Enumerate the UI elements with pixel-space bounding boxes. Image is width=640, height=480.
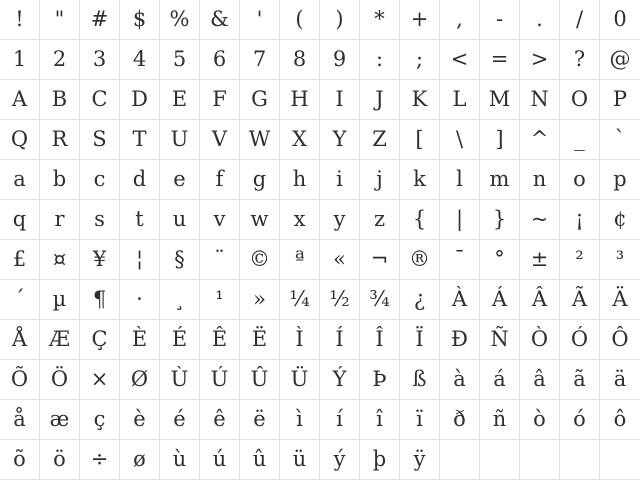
glyph-cell[interactable]: Ö — [40, 360, 80, 400]
glyph-cell[interactable]: Ü — [280, 360, 320, 400]
glyph-cell[interactable]: ò — [520, 400, 560, 440]
glyph-cell[interactable]: L — [440, 80, 480, 120]
glyph-cell[interactable]: à — [440, 360, 480, 400]
glyph-cell[interactable]: * — [360, 0, 400, 40]
glyph-cell[interactable]: 8 — [280, 40, 320, 80]
glyph-cell[interactable]: X — [280, 120, 320, 160]
glyph-cell[interactable]: î — [360, 400, 400, 440]
glyph-cell[interactable]: i — [320, 160, 360, 200]
glyph-cell[interactable]: µ — [40, 280, 80, 320]
glyph-cell[interactable]: a — [0, 160, 40, 200]
glyph-cell[interactable]: P — [600, 80, 640, 120]
glyph-cell[interactable]: Ê — [200, 320, 240, 360]
glyph-cell[interactable]: ¸ — [160, 280, 200, 320]
glyph-cell[interactable]: G — [240, 80, 280, 120]
glyph-cell[interactable]: ö — [40, 440, 80, 480]
glyph-cell[interactable]: Û — [240, 360, 280, 400]
glyph-cell[interactable]: ÷ — [80, 440, 120, 480]
glyph-cell[interactable]: \ — [440, 120, 480, 160]
glyph-cell[interactable]: l — [440, 160, 480, 200]
glyph-cell[interactable]: Ä — [600, 280, 640, 320]
glyph-cell[interactable]: ¦ — [120, 240, 160, 280]
glyph-cell[interactable]: % — [160, 0, 200, 40]
glyph-cell[interactable]: Ù — [160, 360, 200, 400]
glyph-cell[interactable]: ª — [280, 240, 320, 280]
glyph-cell[interactable]: p — [600, 160, 640, 200]
glyph-cell[interactable]: Z — [360, 120, 400, 160]
glyph-cell[interactable]: Þ — [360, 360, 400, 400]
glyph-cell[interactable]: x — [280, 200, 320, 240]
glyph-cell[interactable]: ¥ — [80, 240, 120, 280]
glyph-cell[interactable]: K — [400, 80, 440, 120]
glyph-cell[interactable]: R — [40, 120, 80, 160]
glyph-cell[interactable]: © — [240, 240, 280, 280]
glyph-cell[interactable]: Å — [0, 320, 40, 360]
glyph-cell[interactable]: , — [440, 0, 480, 40]
glyph-cell[interactable]: r — [40, 200, 80, 240]
glyph-cell[interactable]: / — [560, 0, 600, 40]
glyph-cell[interactable]: ¼ — [280, 280, 320, 320]
glyph-cell[interactable]: Ñ — [480, 320, 520, 360]
glyph-cell[interactable]: ¡ — [560, 200, 600, 240]
glyph-cell[interactable]: ] — [480, 120, 520, 160]
glyph-cell[interactable]: Æ — [40, 320, 80, 360]
glyph-cell[interactable]: q — [0, 200, 40, 240]
glyph-cell[interactable]: ` — [600, 120, 640, 160]
glyph-cell[interactable]: Â — [520, 280, 560, 320]
glyph-cell[interactable]: ~ — [520, 200, 560, 240]
glyph-cell[interactable]: v — [200, 200, 240, 240]
glyph-cell[interactable]: z — [360, 200, 400, 240]
glyph-cell[interactable]: m — [480, 160, 520, 200]
glyph-cell[interactable]: ý — [320, 440, 360, 480]
glyph-cell[interactable]: < — [440, 40, 480, 80]
glyph-cell[interactable]: { — [400, 200, 440, 240]
glyph-cell[interactable]: å — [0, 400, 40, 440]
glyph-cell[interactable]: Ã — [560, 280, 600, 320]
glyph-cell[interactable]: ø — [120, 440, 160, 480]
glyph-cell[interactable]: ° — [480, 240, 520, 280]
glyph-cell[interactable]: Ð — [440, 320, 480, 360]
glyph-cell[interactable]: ï — [400, 400, 440, 440]
glyph-cell[interactable]: ¤ — [40, 240, 80, 280]
glyph-cell[interactable]: 9 — [320, 40, 360, 80]
glyph-cell[interactable]: j — [360, 160, 400, 200]
glyph-cell[interactable]: & — [200, 0, 240, 40]
glyph-cell[interactable]: ñ — [480, 400, 520, 440]
glyph-cell[interactable]: ± — [520, 240, 560, 280]
glyph-cell[interactable]: f — [200, 160, 240, 200]
glyph-cell[interactable]: Ô — [600, 320, 640, 360]
glyph-cell[interactable]: T — [120, 120, 160, 160]
glyph-cell[interactable]: t — [120, 200, 160, 240]
glyph-cell[interactable]: J — [360, 80, 400, 120]
glyph-cell[interactable]: = — [480, 40, 520, 80]
glyph-cell[interactable]: c — [80, 160, 120, 200]
glyph-cell-empty[interactable] — [560, 440, 600, 480]
glyph-cell[interactable]: ³ — [600, 240, 640, 280]
glyph-cell[interactable]: ú — [200, 440, 240, 480]
glyph-cell[interactable]: _ — [560, 120, 600, 160]
glyph-cell[interactable]: ^ — [520, 120, 560, 160]
glyph-cell[interactable]: é — [160, 400, 200, 440]
glyph-cell[interactable]: ¶ — [80, 280, 120, 320]
glyph-cell[interactable]: ¹ — [200, 280, 240, 320]
glyph-cell[interactable]: ü — [280, 440, 320, 480]
glyph-cell[interactable]: ' — [240, 0, 280, 40]
glyph-cell[interactable]: ) — [320, 0, 360, 40]
glyph-cell[interactable]: s — [80, 200, 120, 240]
glyph-cell[interactable]: Í — [320, 320, 360, 360]
glyph-cell[interactable]: u — [160, 200, 200, 240]
glyph-cell[interactable]: 2 — [40, 40, 80, 80]
glyph-cell[interactable]: À — [440, 280, 480, 320]
glyph-cell[interactable]: « — [320, 240, 360, 280]
glyph-cell[interactable]: C — [80, 80, 120, 120]
glyph-cell[interactable]: þ — [360, 440, 400, 480]
glyph-cell[interactable]: ½ — [320, 280, 360, 320]
glyph-cell[interactable]: ´ — [0, 280, 40, 320]
glyph-cell[interactable]: Ï — [400, 320, 440, 360]
glyph-cell[interactable]: + — [400, 0, 440, 40]
glyph-cell[interactable]: Y — [320, 120, 360, 160]
glyph-cell[interactable]: B — [40, 80, 80, 120]
glyph-cell[interactable]: y — [320, 200, 360, 240]
glyph-cell[interactable]: | — [440, 200, 480, 240]
glyph-cell[interactable]: ç — [80, 400, 120, 440]
glyph-cell[interactable]: 7 — [240, 40, 280, 80]
glyph-cell[interactable]: # — [80, 0, 120, 40]
glyph-cell[interactable]: Î — [360, 320, 400, 360]
glyph-cell-empty[interactable] — [600, 440, 640, 480]
glyph-cell[interactable]: » — [240, 280, 280, 320]
glyph-cell[interactable]: Q — [0, 120, 40, 160]
glyph-cell[interactable]: ê — [200, 400, 240, 440]
glyph-cell[interactable]: F — [200, 80, 240, 120]
glyph-cell[interactable]: æ — [40, 400, 80, 440]
glyph-cell[interactable]: Ø — [120, 360, 160, 400]
glyph-cell[interactable]: : — [360, 40, 400, 80]
glyph-cell[interactable]: ® — [400, 240, 440, 280]
glyph-cell[interactable]: Ë — [240, 320, 280, 360]
glyph-cell[interactable]: ! — [0, 0, 40, 40]
glyph-cell[interactable]: V — [200, 120, 240, 160]
glyph-cell[interactable]: Ú — [200, 360, 240, 400]
glyph-cell[interactable]: [ — [400, 120, 440, 160]
glyph-cell[interactable]: E — [160, 80, 200, 120]
glyph-cell[interactable]: ¿ — [400, 280, 440, 320]
glyph-cell[interactable]: I — [320, 80, 360, 120]
glyph-cell[interactable]: k — [400, 160, 440, 200]
glyph-cell[interactable]: o — [560, 160, 600, 200]
glyph-cell[interactable]: M — [480, 80, 520, 120]
glyph-cell[interactable]: Õ — [0, 360, 40, 400]
glyph-cell[interactable]: e — [160, 160, 200, 200]
glyph-cell[interactable]: ë — [240, 400, 280, 440]
glyph-cell[interactable]: w — [240, 200, 280, 240]
glyph-cell[interactable]: h — [280, 160, 320, 200]
glyph-cell[interactable]: @ — [600, 40, 640, 80]
glyph-cell[interactable]: } — [480, 200, 520, 240]
glyph-cell[interactable]: á — [480, 360, 520, 400]
glyph-cell[interactable]: ¬ — [360, 240, 400, 280]
glyph-cell[interactable]: · — [120, 280, 160, 320]
glyph-cell[interactable]: 1 — [0, 40, 40, 80]
glyph-cell[interactable]: è — [120, 400, 160, 440]
glyph-cell[interactable]: > — [520, 40, 560, 80]
glyph-cell[interactable]: 5 — [160, 40, 200, 80]
glyph-cell[interactable]: û — [240, 440, 280, 480]
glyph-cell[interactable]: - — [480, 0, 520, 40]
glyph-cell[interactable]: 6 — [200, 40, 240, 80]
glyph-cell[interactable]: í — [320, 400, 360, 440]
glyph-cell[interactable]: d — [120, 160, 160, 200]
glyph-cell[interactable]: O — [560, 80, 600, 120]
glyph-cell[interactable]: 0 — [600, 0, 640, 40]
glyph-cell[interactable]: . — [520, 0, 560, 40]
glyph-cell[interactable]: ( — [280, 0, 320, 40]
glyph-cell[interactable]: Ò — [520, 320, 560, 360]
glyph-cell[interactable]: Ó — [560, 320, 600, 360]
glyph-cell[interactable]: £ — [0, 240, 40, 280]
glyph-cell[interactable]: b — [40, 160, 80, 200]
glyph-cell[interactable]: ä — [600, 360, 640, 400]
glyph-cell[interactable]: É — [160, 320, 200, 360]
glyph-cell-empty[interactable] — [520, 440, 560, 480]
glyph-cell[interactable]: ù — [160, 440, 200, 480]
glyph-cell[interactable]: " — [40, 0, 80, 40]
glyph-cell[interactable]: ¨ — [200, 240, 240, 280]
glyph-cell[interactable]: ¯ — [440, 240, 480, 280]
glyph-cell[interactable]: Á — [480, 280, 520, 320]
glyph-cell[interactable]: × — [80, 360, 120, 400]
glyph-cell[interactable]: N — [520, 80, 560, 120]
glyph-cell[interactable]: A — [0, 80, 40, 120]
glyph-cell[interactable]: 4 — [120, 40, 160, 80]
glyph-cell[interactable]: U — [160, 120, 200, 160]
glyph-cell[interactable]: W — [240, 120, 280, 160]
glyph-cell[interactable]: ? — [560, 40, 600, 80]
glyph-cell[interactable]: ã — [560, 360, 600, 400]
glyph-cell[interactable]: $ — [120, 0, 160, 40]
glyph-cell[interactable]: ; — [400, 40, 440, 80]
glyph-cell[interactable]: H — [280, 80, 320, 120]
glyph-cell-empty[interactable] — [440, 440, 480, 480]
glyph-cell[interactable]: ô — [600, 400, 640, 440]
glyph-cell[interactable]: È — [120, 320, 160, 360]
glyph-cell[interactable]: n — [520, 160, 560, 200]
glyph-cell[interactable]: S — [80, 120, 120, 160]
glyph-cell[interactable]: ð — [440, 400, 480, 440]
glyph-cell[interactable]: â — [520, 360, 560, 400]
glyph-cell[interactable]: õ — [0, 440, 40, 480]
glyph-cell[interactable]: Ì — [280, 320, 320, 360]
glyph-cell[interactable]: ² — [560, 240, 600, 280]
glyph-cell[interactable]: Ç — [80, 320, 120, 360]
glyph-cell[interactable]: 3 — [80, 40, 120, 80]
glyph-cell[interactable]: Ý — [320, 360, 360, 400]
glyph-cell[interactable]: ¾ — [360, 280, 400, 320]
glyph-cell[interactable]: ÿ — [400, 440, 440, 480]
glyph-cell[interactable]: ß — [400, 360, 440, 400]
glyph-cell[interactable]: ó — [560, 400, 600, 440]
glyph-cell[interactable]: ¢ — [600, 200, 640, 240]
glyph-cell[interactable]: ì — [280, 400, 320, 440]
glyph-cell[interactable]: D — [120, 80, 160, 120]
glyph-cell-empty[interactable] — [480, 440, 520, 480]
glyph-cell[interactable]: g — [240, 160, 280, 200]
glyph-cell[interactable]: § — [160, 240, 200, 280]
